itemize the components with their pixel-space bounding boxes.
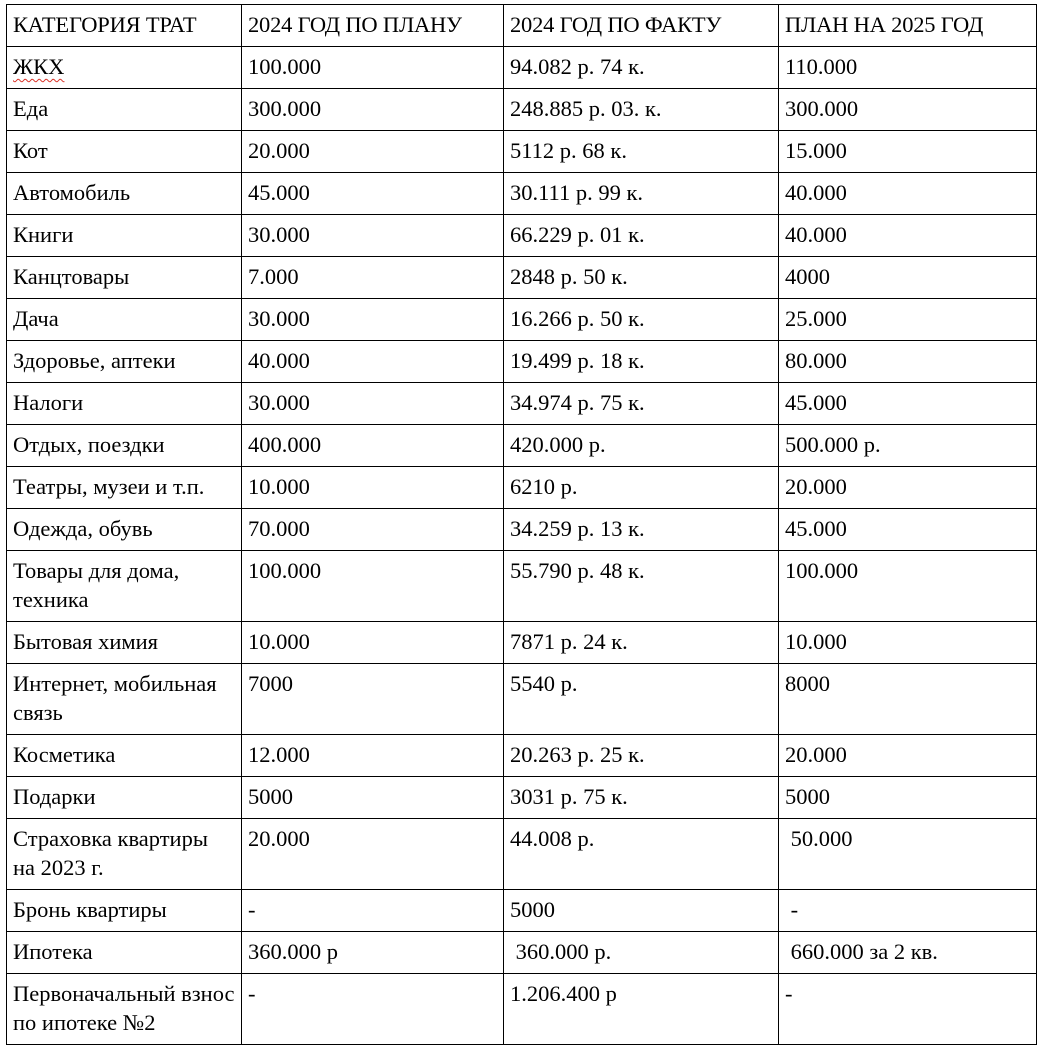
category-cell: Еда — [7, 89, 242, 131]
fact-2024-cell: 94.082 р. 74 к. — [504, 47, 779, 89]
category-cell: Дача — [7, 299, 242, 341]
category-cell — [7, 47, 242, 89]
table-row — [7, 664, 1037, 735]
plan-2025-cell: 10.000 — [779, 622, 1037, 664]
fact-2024-cell: 2848 р. 50 к. — [504, 257, 779, 299]
plan-2024-cell: 300.000 — [242, 89, 504, 131]
category-cell: Канцтовары — [7, 257, 242, 299]
category-cell: Косметика — [7, 735, 242, 777]
plan-2025-cell: 300.000 — [779, 89, 1037, 131]
header-plan-2024: 2024 ГОД ПО ПЛАНУ — [242, 5, 504, 47]
plan-2024-cell: - — [242, 890, 504, 932]
plan-2025-cell: 660.000 за 2 кв. — [779, 932, 1037, 974]
plan-2024-cell: 70.000 — [242, 509, 504, 551]
table-row — [7, 215, 1037, 257]
plan-2024-cell: 30.000 — [242, 383, 504, 425]
plan-2024-cell: 20.000 — [242, 819, 504, 890]
plan-2025-cell: 25.000 — [779, 299, 1037, 341]
plan-2025-cell: 50.000 — [779, 819, 1037, 890]
plan-2024-cell: 10.000 — [242, 467, 504, 509]
plan-2024-cell: 5000 — [242, 777, 504, 819]
plan-2025-cell: 40.000 — [779, 215, 1037, 257]
table-row — [7, 47, 1037, 89]
fact-2024-cell: 6210 р. — [504, 467, 779, 509]
table-row — [7, 425, 1037, 467]
plan-2024-cell: 100.000 — [242, 551, 504, 622]
plan-2025-cell: 45.000 — [779, 383, 1037, 425]
category-cell: Кот — [7, 131, 242, 173]
fact-2024-cell: 16.266 р. 50 к. — [504, 299, 779, 341]
plan-2025-cell: 40.000 — [779, 173, 1037, 215]
header-fact-2024: 2024 ГОД ПО ФАКТУ — [504, 5, 779, 47]
category-cell: Книги — [7, 215, 242, 257]
plan-2025-cell: 4000 — [779, 257, 1037, 299]
fact-2024-cell: 55.790 р. 48 к. — [504, 551, 779, 622]
category-cell: Одежда, обувь — [7, 509, 242, 551]
table-row — [7, 622, 1037, 664]
category-cell: Автомобиль — [7, 173, 242, 215]
fact-2024-cell: 30.111 р. 99 к. — [504, 173, 779, 215]
table-row — [7, 383, 1037, 425]
category-cell: Первоначальный взнос по ипотеке №2 — [7, 974, 242, 1045]
table-row — [7, 974, 1037, 1045]
fact-2024-cell: 34.259 р. 13 к. — [504, 509, 779, 551]
category-cell: Бронь квартиры — [7, 890, 242, 932]
plan-2025-cell: 8000 — [779, 664, 1037, 735]
table-row — [7, 467, 1037, 509]
category-cell: Ипотека — [7, 932, 242, 974]
fact-2024-cell: 248.885 р. 03. к. — [504, 89, 779, 131]
fact-2024-cell: 5000 — [504, 890, 779, 932]
plan-2024-cell: 40.000 — [242, 341, 504, 383]
plan-2024-cell: 30.000 — [242, 215, 504, 257]
fact-2024-cell: 1.206.400 р — [504, 974, 779, 1045]
table-row — [7, 257, 1037, 299]
category-cell: Интернет, мобильная связь — [7, 664, 242, 735]
fact-2024-cell: 44.008 р. — [504, 819, 779, 890]
fact-2024-cell: 34.974 р. 75 к. — [504, 383, 779, 425]
category-cell: Театры, музеи и т.п. — [7, 467, 242, 509]
plan-2025-cell: 100.000 — [779, 551, 1037, 622]
table-row — [7, 932, 1037, 974]
plan-2024-cell: 100.000 — [242, 47, 504, 89]
category-cell: Отдых, поездки — [7, 425, 242, 467]
table-row — [7, 509, 1037, 551]
plan-2025-cell: 15.000 — [779, 131, 1037, 173]
plan-2025-cell: 5000 — [779, 777, 1037, 819]
plan-2025-cell: 80.000 — [779, 341, 1037, 383]
fact-2024-cell: 5540 р. — [504, 664, 779, 735]
category-cell: Бытовая химия — [7, 622, 242, 664]
plan-2024-cell: 7.000 — [242, 257, 504, 299]
table-row — [7, 341, 1037, 383]
fact-2024-cell: 3031 р. 75 к. — [504, 777, 779, 819]
table-row — [7, 131, 1037, 173]
table-header-row — [7, 5, 1037, 47]
table-row — [7, 551, 1037, 622]
category-cell: Налоги — [7, 383, 242, 425]
plan-2024-cell: 12.000 — [242, 735, 504, 777]
table-row — [7, 299, 1037, 341]
table-row — [7, 735, 1037, 777]
plan-2025-cell: 45.000 — [779, 509, 1037, 551]
table-row — [7, 173, 1037, 215]
plan-2024-cell: 10.000 — [242, 622, 504, 664]
category-cell: Подарки — [7, 777, 242, 819]
plan-2024-cell: 400.000 — [242, 425, 504, 467]
table-row — [7, 819, 1037, 890]
table-row — [7, 890, 1037, 932]
budget-table — [6, 4, 1037, 1045]
category-cell: Здоровье, аптеки — [7, 341, 242, 383]
plan-2024-cell: - — [242, 974, 504, 1045]
plan-2025-cell: 20.000 — [779, 467, 1037, 509]
fact-2024-cell: 360.000 р. — [504, 932, 779, 974]
header-plan-2025: ПЛАН НА 2025 ГОД — [779, 5, 1037, 47]
header-category: КАТЕГОРИЯ ТРАТ — [7, 5, 242, 47]
table-row — [7, 777, 1037, 819]
plan-2024-cell: 360.000 р — [242, 932, 504, 974]
plan-2025-cell: 500.000 р. — [779, 425, 1037, 467]
plan-2024-cell: 20.000 — [242, 131, 504, 173]
fact-2024-cell: 5112 р. 68 к. — [504, 131, 779, 173]
plan-2024-cell: 30.000 — [242, 299, 504, 341]
category-label: ЖКХ — [13, 54, 65, 79]
plan-2024-cell: 7000 — [242, 664, 504, 735]
category-cell: Товары для дома, техника — [7, 551, 242, 622]
plan-2025-cell: 20.000 — [779, 735, 1037, 777]
plan-2025-cell: 110.000 — [779, 47, 1037, 89]
plan-2025-cell: - — [779, 974, 1037, 1045]
fact-2024-cell: 420.000 р. — [504, 425, 779, 467]
category-cell: Страховка квартиры на 2023 г. — [7, 819, 242, 890]
fact-2024-cell: 7871 р. 24 к. — [504, 622, 779, 664]
plan-2025-cell: - — [779, 890, 1037, 932]
fact-2024-cell: 20.263 р. 25 к. — [504, 735, 779, 777]
plan-2024-cell: 45.000 — [242, 173, 504, 215]
table-row — [7, 89, 1037, 131]
fact-2024-cell: 66.229 р. 01 к. — [504, 215, 779, 257]
fact-2024-cell: 19.499 р. 18 к. — [504, 341, 779, 383]
